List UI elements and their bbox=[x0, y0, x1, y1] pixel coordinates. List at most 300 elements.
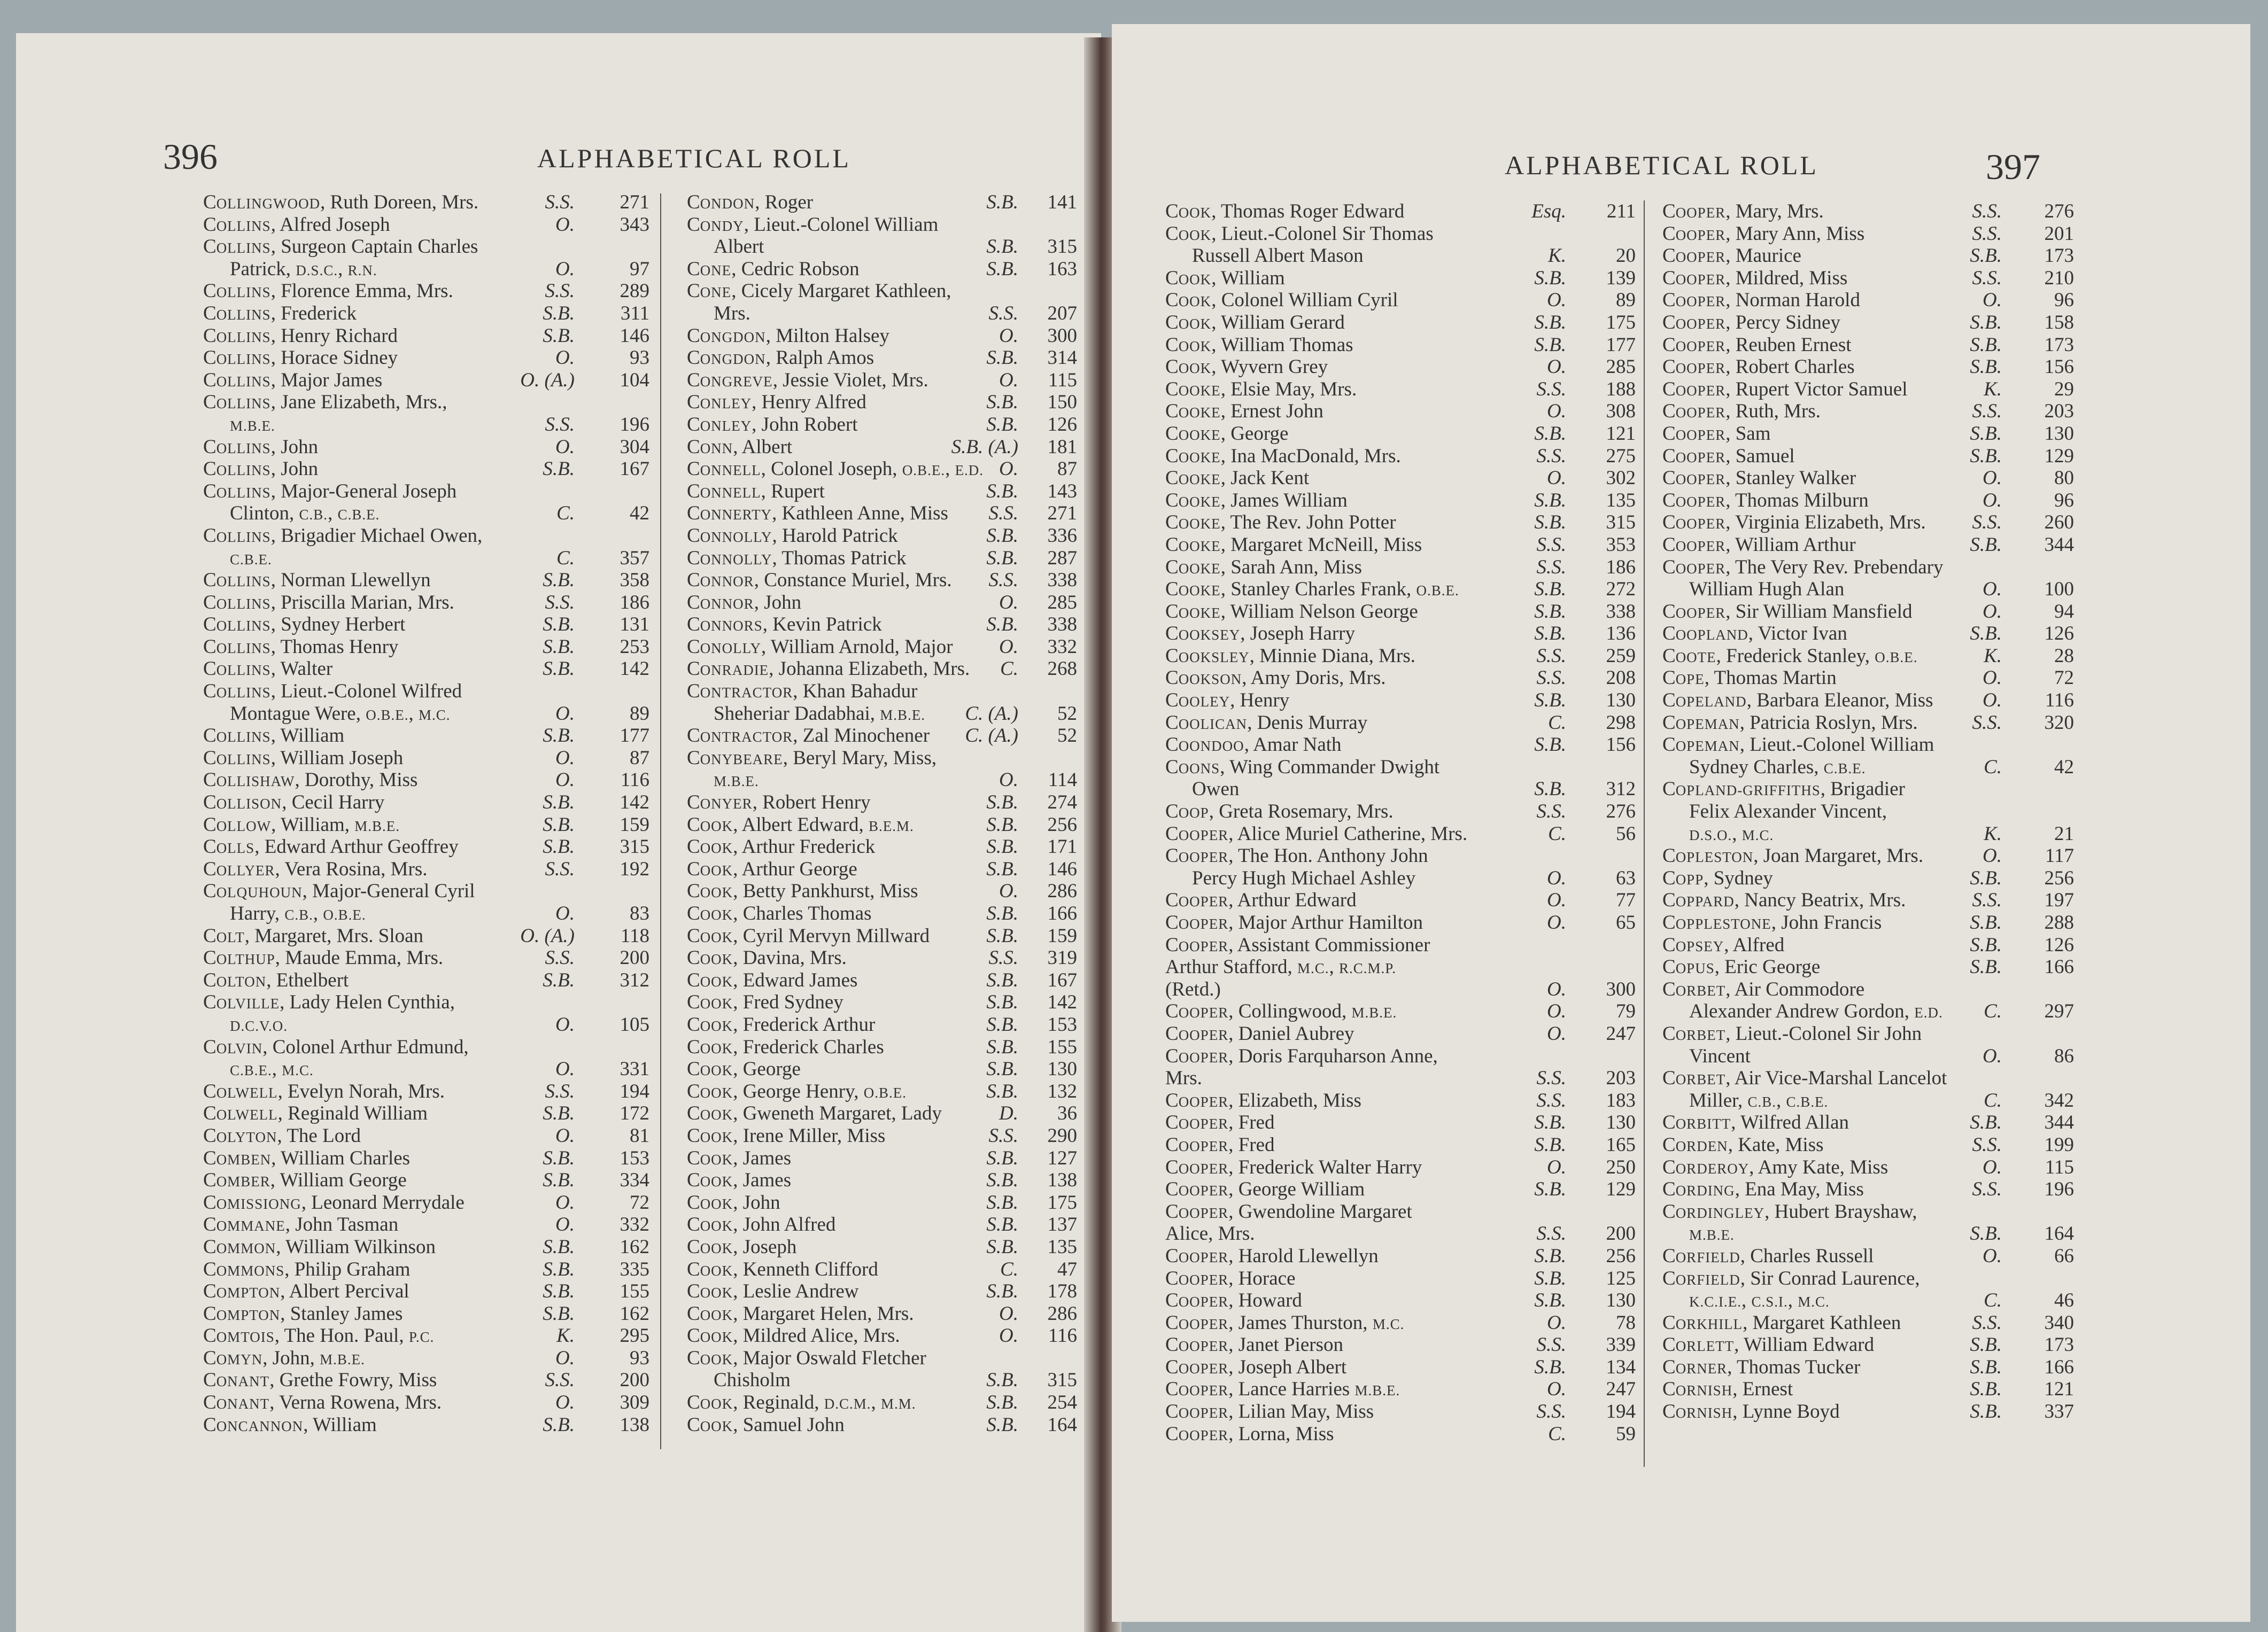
roll-entry bbox=[1165, 645, 1636, 667]
roll-entry bbox=[1662, 1378, 2074, 1401]
entry-name: COOKSEY, Joseph Harry bbox=[1165, 623, 1355, 645]
entry-page: 295 bbox=[620, 1325, 649, 1347]
entry-name: Vincent bbox=[1689, 1045, 1751, 1067]
entry-page: 162 bbox=[620, 1235, 649, 1258]
entry-honour: O. bbox=[1983, 1156, 2002, 1178]
roll-entry bbox=[687, 280, 1077, 302]
entry-page: 288 bbox=[2044, 912, 2074, 934]
entry-honour: O. bbox=[1983, 467, 2002, 489]
entry-honour: S.B. bbox=[1970, 1223, 2002, 1245]
entry-page: 86 bbox=[2054, 1045, 2074, 1067]
roll-entry bbox=[687, 769, 1077, 791]
roll-entry bbox=[687, 1258, 1077, 1281]
entry-name: CONNOR, Constance Muriel, Mrs. bbox=[687, 569, 952, 592]
entry-honour: S.B. bbox=[1534, 489, 1566, 511]
entry-name: COOPER, Samuel bbox=[1662, 445, 1795, 467]
entry-page: 183 bbox=[1606, 1089, 1636, 1112]
entry-name: COMPTON, Albert Percival bbox=[203, 1280, 409, 1303]
entry-page: 87 bbox=[630, 747, 649, 769]
entry-name: COOK, Colonel William Cyril bbox=[1165, 289, 1398, 312]
running-head: ALPHABETICAL ROLL bbox=[537, 143, 851, 173]
entry-name: COOK, Mildred Alice, Mrs. bbox=[687, 1325, 900, 1347]
roll-entry bbox=[203, 347, 649, 369]
roll-entry bbox=[687, 658, 1077, 680]
roll-entry bbox=[687, 991, 1077, 1014]
entry-name: COOPER, Harold Llewellyn bbox=[1165, 1245, 1379, 1267]
entry-name: CONCANNON, William bbox=[203, 1413, 377, 1436]
roll-entry bbox=[687, 547, 1077, 570]
entry-page: 175 bbox=[1047, 1191, 1077, 1214]
entry-page: 271 bbox=[620, 191, 649, 213]
entry-name: M.B.E. bbox=[1689, 1227, 1735, 1244]
entry-honour: S.B. bbox=[1970, 623, 2002, 645]
entry-name: Miller, C.B., C.B.E. bbox=[1689, 1089, 1829, 1112]
entry-honour: S.S. bbox=[1972, 711, 2002, 734]
roll-entry bbox=[203, 1414, 649, 1436]
entry-name: CONNOLLY, Harold Patrick bbox=[687, 524, 898, 547]
roll-entry bbox=[1662, 1090, 2074, 1112]
roll-entry bbox=[1662, 667, 2074, 689]
entry-page: 46 bbox=[2054, 1289, 2074, 1312]
entry-name: COLTHUP, Maude Emma, Mrs. bbox=[203, 947, 444, 969]
entry-name: COOPER, Norman Harold bbox=[1662, 289, 1860, 312]
roll-entry bbox=[1165, 334, 1636, 356]
roll-entry bbox=[1662, 1156, 2074, 1179]
entry-page: 357 bbox=[620, 547, 649, 569]
entry-name: C.B.E., M.C. bbox=[230, 1058, 314, 1081]
entry-page: 173 bbox=[2044, 1334, 2074, 1356]
entry-honour: S.B. bbox=[986, 1392, 1018, 1414]
roll-entry bbox=[1662, 978, 2074, 1001]
entry-honour: O. bbox=[1983, 689, 2002, 712]
roll-entry bbox=[203, 480, 649, 503]
entry-page: 146 bbox=[1047, 858, 1077, 880]
entry-honour: S.B. bbox=[986, 613, 1018, 636]
entry-name: COOKE, George bbox=[1165, 422, 1289, 445]
entry-name: CORKHILL, Margaret Kathleen bbox=[1662, 1311, 1901, 1334]
roll-entry bbox=[203, 1192, 649, 1214]
roll-entry bbox=[203, 680, 649, 703]
entry-page: 135 bbox=[1606, 489, 1636, 511]
roll-entry bbox=[203, 592, 649, 614]
entry-page: 320 bbox=[2044, 711, 2074, 734]
entry-name: Russell Albert Mason bbox=[1192, 245, 1364, 267]
entry-name: COLQUHOUN, Major-General Cyril bbox=[203, 880, 475, 903]
entry-page: 200 bbox=[620, 947, 649, 969]
roll-entry bbox=[687, 1325, 1077, 1347]
entry-honour: S.B. bbox=[986, 480, 1018, 502]
entry-name: D.S.O., M.C. bbox=[1689, 822, 1774, 845]
entry-page: 167 bbox=[1047, 969, 1077, 991]
entry-page: 155 bbox=[620, 1280, 649, 1303]
entry-honour: S.B. bbox=[1970, 333, 2002, 356]
entry-name: COOK, Frederick Arthur bbox=[687, 1013, 876, 1036]
entry-honour: O. bbox=[1547, 867, 1566, 889]
entry-honour: S.B. bbox=[1534, 689, 1566, 712]
entry-honour: S.S. bbox=[1972, 200, 2002, 222]
entry-honour: O. bbox=[555, 347, 575, 369]
entry-name: COLLINS, William Joseph bbox=[203, 747, 404, 769]
entry-page: 139 bbox=[1606, 267, 1636, 289]
entry-name: COLLISON, Cecil Harry bbox=[203, 791, 385, 814]
column-divider bbox=[660, 193, 661, 1449]
entry-honour: O. bbox=[555, 1347, 575, 1369]
left-column-1 bbox=[203, 191, 649, 1436]
entry-page: 100 bbox=[2044, 578, 2074, 601]
entry-honour: O. bbox=[999, 369, 1018, 391]
entry-name: COOKE, Margaret McNeill, Miss bbox=[1165, 533, 1422, 556]
entry-honour: O. bbox=[999, 458, 1018, 480]
roll-entry bbox=[203, 414, 649, 436]
entry-honour: S.B. bbox=[1534, 578, 1566, 601]
entry-name: COOK, Major Oswald Fletcher bbox=[687, 1347, 926, 1369]
roll-entry bbox=[203, 1014, 649, 1036]
entry-honour: S.B. bbox=[543, 1169, 575, 1192]
entry-honour: C. bbox=[1984, 1089, 2002, 1112]
entry-honour: S.B. bbox=[543, 1280, 575, 1303]
roll-entry bbox=[203, 1081, 649, 1103]
entry-page: 210 bbox=[2044, 267, 2074, 289]
entry-name: COOK, Gweneth Margaret, Lady bbox=[687, 1102, 942, 1125]
entry-page: 105 bbox=[620, 1013, 649, 1036]
entry-honour: O. bbox=[555, 1214, 575, 1236]
entry-page: 254 bbox=[1047, 1392, 1077, 1414]
roll-entry bbox=[203, 1058, 649, 1081]
entry-page: 59 bbox=[1616, 1423, 1636, 1445]
roll-entry bbox=[687, 1169, 1077, 1192]
roll-entry bbox=[1165, 1223, 1636, 1245]
entry-name: (Retd.) bbox=[1165, 978, 1221, 1000]
entry-honour: S.B. bbox=[986, 1191, 1018, 1214]
entry-name: COOTE, Frederick Stanley, O.B.E. bbox=[1662, 644, 1918, 667]
entry-page: 287 bbox=[1047, 547, 1077, 569]
entry-honour: O. bbox=[555, 1013, 575, 1036]
entry-honour: S.B. bbox=[1534, 333, 1566, 356]
entry-honour: S.B. bbox=[543, 324, 575, 347]
entry-page: 115 bbox=[2045, 1156, 2074, 1178]
entry-name: CONGDON, Milton Halsey bbox=[687, 324, 889, 347]
roll-entry bbox=[203, 1147, 649, 1170]
entry-page: 194 bbox=[1606, 1401, 1636, 1423]
entry-honour: S.B. bbox=[1970, 245, 2002, 267]
entry-page: 150 bbox=[1047, 391, 1077, 414]
roll-entry bbox=[687, 258, 1077, 281]
entry-honour: S.B. bbox=[986, 236, 1018, 258]
entry-page: 197 bbox=[2044, 889, 2074, 912]
entry-page: 93 bbox=[630, 1347, 649, 1369]
entry-name: COOP, Greta Rosemary, Mrs. bbox=[1165, 801, 1394, 823]
roll-entry bbox=[203, 1036, 649, 1059]
entry-honour: S.B. bbox=[986, 1036, 1018, 1058]
entry-name: CORBET, Air Commodore bbox=[1662, 978, 1865, 1000]
entry-name: CORLETT, William Edward bbox=[1662, 1334, 1875, 1356]
roll-entry bbox=[1165, 845, 1636, 867]
roll-entry bbox=[1165, 1334, 1636, 1356]
entry-name: COOK, Wyvern Grey bbox=[1165, 356, 1328, 378]
entry-honour: C. (A.) bbox=[965, 725, 1018, 747]
roll-entry bbox=[1165, 778, 1636, 801]
entry-name: COOKE, Sarah Ann, Miss bbox=[1165, 556, 1362, 578]
entry-page: 47 bbox=[1057, 1258, 1077, 1280]
entry-page: 159 bbox=[1047, 924, 1077, 947]
entry-name: CONANT, Verna Rowena, Mrs. bbox=[203, 1392, 442, 1414]
roll-entry bbox=[203, 947, 649, 969]
roll-entry bbox=[687, 414, 1077, 436]
entry-name: COOK, Frederick Charles bbox=[687, 1036, 884, 1058]
roll-entry bbox=[203, 880, 649, 903]
entry-page: 131 bbox=[620, 613, 649, 636]
roll-entry bbox=[1165, 1201, 1636, 1223]
roll-entry bbox=[1165, 1289, 1636, 1312]
roll-entry bbox=[203, 436, 649, 458]
roll-entry bbox=[1165, 467, 1636, 489]
roll-entry bbox=[203, 1303, 649, 1325]
entry-honour: S.B. bbox=[1970, 533, 2002, 556]
roll-entry bbox=[1662, 289, 2074, 312]
roll-entry bbox=[687, 302, 1077, 325]
roll-entry bbox=[687, 592, 1077, 614]
roll-entry bbox=[1662, 1178, 2074, 1201]
entry-name: CONOLLY, William Arnold, Major bbox=[687, 635, 953, 658]
roll-entry bbox=[687, 458, 1077, 480]
entry-honour: C. bbox=[556, 502, 575, 525]
entry-name: CONNOLLY, Thomas Patrick bbox=[687, 547, 907, 569]
entry-name: COLLYER, Vera Rosina, Mrs. bbox=[203, 858, 428, 880]
entry-name: COOK, George bbox=[687, 1058, 801, 1081]
roll-entry bbox=[1165, 1090, 1636, 1112]
roll-entry bbox=[203, 547, 649, 570]
entry-name: COOK, William bbox=[1165, 267, 1285, 289]
entry-honour: S.B. bbox=[543, 813, 575, 836]
roll-entry bbox=[1165, 245, 1636, 267]
roll-entry bbox=[203, 569, 649, 592]
roll-entry bbox=[1662, 1223, 2074, 1245]
roll-entry bbox=[687, 1280, 1077, 1303]
entry-name: COLLINS, Jane Elizabeth, Mrs., bbox=[203, 391, 447, 414]
entry-honour: S.B. bbox=[543, 1147, 575, 1169]
entry-honour: S.B. bbox=[986, 1214, 1018, 1236]
roll-entry bbox=[687, 1147, 1077, 1170]
roll-entry bbox=[203, 458, 649, 480]
entry-page: 194 bbox=[620, 1080, 649, 1102]
entry-name: K.C.I.E., C.S.I., M.C. bbox=[1689, 1289, 1830, 1312]
roll-entry bbox=[203, 214, 649, 236]
entry-page: 20 bbox=[1616, 245, 1636, 267]
roll-entry bbox=[1662, 200, 2074, 223]
entry-honour: S.S. bbox=[1536, 1067, 1566, 1090]
entry-name: COOKE, Elsie May, Mrs. bbox=[1165, 378, 1357, 400]
entry-honour: C. bbox=[1548, 711, 1566, 734]
roll-entry bbox=[1662, 578, 2074, 601]
entry-name: COPSEY, Alfred bbox=[1662, 934, 1785, 956]
entry-name: COPPLESTONE, John Francis bbox=[1662, 912, 1882, 934]
entry-honour: O. bbox=[1547, 978, 1566, 1000]
entry-page: 304 bbox=[620, 436, 649, 458]
roll-entry bbox=[687, 236, 1077, 258]
roll-entry bbox=[1662, 1312, 2074, 1334]
entry-page: 172 bbox=[620, 1102, 649, 1125]
entry-page: 104 bbox=[620, 369, 649, 391]
roll-entry bbox=[1662, 1112, 2074, 1134]
entry-name: CONANT, Grethe Fowry, Miss bbox=[203, 1369, 437, 1392]
entry-name: COOK, Davina, Mrs. bbox=[687, 947, 847, 969]
entry-name: COOPER, Janet Pierson bbox=[1165, 1334, 1343, 1356]
entry-name: COOK, James bbox=[687, 1169, 792, 1192]
entry-name: CONDY, Lieut.-Colonel William bbox=[687, 213, 939, 236]
roll-entry bbox=[1165, 423, 1636, 445]
entry-name: COOK, Edward James bbox=[687, 969, 858, 991]
roll-entry bbox=[687, 680, 1077, 703]
entry-page: 130 bbox=[1047, 1058, 1077, 1081]
entry-honour: S.B. bbox=[1970, 1356, 2002, 1378]
running-head: ALPHABETICAL ROLL bbox=[1505, 150, 1818, 180]
entry-page: 203 bbox=[1606, 1067, 1636, 1090]
entry-page: 196 bbox=[2044, 1178, 2074, 1201]
roll-entry bbox=[1662, 312, 2074, 334]
entry-page: 260 bbox=[2044, 511, 2074, 534]
roll-entry bbox=[1165, 1134, 1636, 1156]
roll-entry bbox=[203, 814, 649, 836]
roll-entry bbox=[203, 1392, 649, 1414]
entry-name: C.B.E. bbox=[230, 551, 272, 568]
entry-name: Mrs. bbox=[1165, 1067, 1202, 1090]
entry-page: 181 bbox=[1047, 436, 1077, 458]
entry-honour: S.B. bbox=[986, 969, 1018, 991]
entry-page: 63 bbox=[1616, 867, 1636, 889]
roll-entry bbox=[1662, 689, 2074, 712]
roll-entry bbox=[1165, 689, 1636, 712]
entry-name: COLLINS, Florence Emma, Mrs. bbox=[203, 280, 453, 302]
entry-name: COOPER, Fred bbox=[1165, 1112, 1275, 1134]
entry-name: COOLICAN, Denis Murray bbox=[1165, 711, 1368, 734]
entry-honour: C. bbox=[1984, 1000, 2002, 1023]
entry-honour: S.B. bbox=[1534, 734, 1566, 756]
entry-page: 134 bbox=[1606, 1356, 1636, 1378]
entry-name: COOPER, Stanley Walker bbox=[1662, 467, 1856, 489]
entry-page: 121 bbox=[2044, 1378, 2074, 1401]
entry-page: 136 bbox=[1606, 623, 1636, 645]
entry-name: COPP, Sydney bbox=[1662, 867, 1773, 889]
entry-name: COOKE, Ina MacDonald, Mrs. bbox=[1165, 445, 1401, 467]
entry-page: 334 bbox=[620, 1169, 649, 1192]
entry-honour: C. bbox=[1984, 1289, 2002, 1312]
entry-name: COOK, Leslie Andrew bbox=[687, 1280, 859, 1303]
entry-name: COOPER, William Arthur bbox=[1662, 533, 1856, 556]
entry-name: COOPER, Elizabeth, Miss bbox=[1165, 1089, 1361, 1112]
entry-page: 276 bbox=[2044, 200, 2074, 222]
entry-name: CONGDON, Ralph Amos bbox=[687, 347, 874, 369]
entry-honour: S.B. bbox=[543, 791, 575, 814]
entry-page: 201 bbox=[2044, 222, 2074, 245]
entry-name: COOPLAND, Victor Ivan bbox=[1662, 623, 1847, 645]
entry-honour: O. bbox=[1983, 667, 2002, 689]
roll-entry bbox=[203, 1169, 649, 1192]
roll-entry bbox=[1165, 667, 1636, 689]
roll-entry bbox=[687, 502, 1077, 525]
entry-page: 164 bbox=[1047, 1413, 1077, 1436]
entry-name: COOK, Samuel John bbox=[687, 1413, 845, 1436]
entry-honour: S.B. bbox=[986, 1369, 1018, 1392]
entry-page: 337 bbox=[2044, 1401, 2074, 1423]
entry-page: 114 bbox=[1048, 769, 1077, 791]
entry-name: Albert bbox=[714, 236, 764, 258]
entry-honour: S.B. bbox=[986, 903, 1018, 924]
entry-name: COLLINS, Surgeon Captain Charles bbox=[203, 236, 478, 258]
entry-name: COOPER, Lorna, Miss bbox=[1165, 1423, 1334, 1445]
right-column-1 bbox=[1165, 200, 1636, 1445]
entry-honour: C. bbox=[556, 547, 575, 569]
entry-page: 116 bbox=[1048, 1325, 1077, 1347]
entry-page: 162 bbox=[620, 1302, 649, 1325]
entry-honour: S.B. bbox=[986, 1280, 1018, 1303]
entry-name: CORBET, Lieut.-Colonel Sir John bbox=[1662, 1022, 1922, 1045]
roll-entry bbox=[1662, 712, 2074, 734]
entry-page: 42 bbox=[630, 502, 649, 525]
entry-honour: S.B. bbox=[986, 413, 1018, 436]
roll-entry bbox=[1662, 423, 2074, 445]
entry-page: 156 bbox=[2044, 356, 2074, 378]
entry-honour: S.S. bbox=[545, 591, 575, 613]
entry-name: COOKE, Ernest John bbox=[1165, 400, 1323, 423]
entry-name: COOLEY, Henry bbox=[1165, 689, 1290, 712]
entry-honour: O. bbox=[1547, 467, 1566, 489]
roll-entry bbox=[1662, 1045, 2074, 1068]
entry-name: CONNERTY, Kathleen Anne, Miss bbox=[687, 502, 948, 525]
left-page bbox=[16, 33, 1101, 1632]
entry-name: COOK, Reginald, D.C.M., M.M. bbox=[687, 1392, 916, 1414]
entry-honour: S.S. bbox=[1536, 667, 1566, 689]
entry-name: COOPER, Reuben Ernest bbox=[1662, 333, 1852, 356]
entry-page: 186 bbox=[1606, 556, 1636, 578]
entry-honour: O. bbox=[555, 769, 575, 791]
entry-honour: S.S. bbox=[545, 858, 575, 880]
roll-entry bbox=[1662, 956, 2074, 978]
roll-entry bbox=[1662, 489, 2074, 512]
entry-honour: O. bbox=[555, 258, 575, 280]
entry-honour: S.B. bbox=[543, 458, 575, 480]
roll-entry bbox=[203, 1125, 649, 1147]
entry-name: COMBER, William George bbox=[203, 1169, 407, 1192]
entry-page: 312 bbox=[1606, 778, 1636, 801]
entry-page: 207 bbox=[1047, 302, 1077, 324]
entry-name: COMISSIONG, Leonard Merrydale bbox=[203, 1191, 465, 1214]
entry-honour: O. bbox=[555, 436, 575, 458]
entry-name: CORDINGLEY, Hubert Brayshaw, bbox=[1662, 1200, 1917, 1223]
entry-honour: O. bbox=[555, 213, 575, 236]
entry-name: COLLINS, Walter bbox=[203, 658, 333, 680]
entry-page: 126 bbox=[1047, 413, 1077, 436]
entry-page: 335 bbox=[620, 1258, 649, 1280]
entry-name: COOPER, Lance Harries M.B.E. bbox=[1165, 1378, 1400, 1401]
entry-page: 138 bbox=[620, 1413, 649, 1436]
entry-name: COPLESTON, Joan Margaret, Mrs. bbox=[1662, 845, 1924, 867]
entry-name: CONLEY, Henry Alfred bbox=[687, 391, 866, 414]
roll-entry bbox=[1662, 734, 2074, 756]
roll-entry bbox=[687, 1414, 1077, 1436]
entry-name: COOPER, Frederick Walter Harry bbox=[1165, 1156, 1422, 1178]
entry-honour: S.B. bbox=[986, 1147, 1018, 1169]
entry-name: COOPER, Joseph Albert bbox=[1165, 1356, 1347, 1378]
entry-page: 314 bbox=[1047, 347, 1077, 369]
entry-page: 142 bbox=[620, 658, 649, 680]
entry-name: CONNELL, Colonel Joseph, O.B.E., E.D. bbox=[687, 458, 984, 480]
entry-page: 173 bbox=[2044, 245, 2074, 267]
entry-honour: S.B. bbox=[986, 836, 1018, 858]
entry-page: 338 bbox=[1606, 600, 1636, 623]
entry-name: COLTON, Ethelbert bbox=[203, 969, 349, 991]
roll-entry bbox=[1165, 1312, 1636, 1334]
entry-name: COOK, John Alfred bbox=[687, 1214, 836, 1236]
